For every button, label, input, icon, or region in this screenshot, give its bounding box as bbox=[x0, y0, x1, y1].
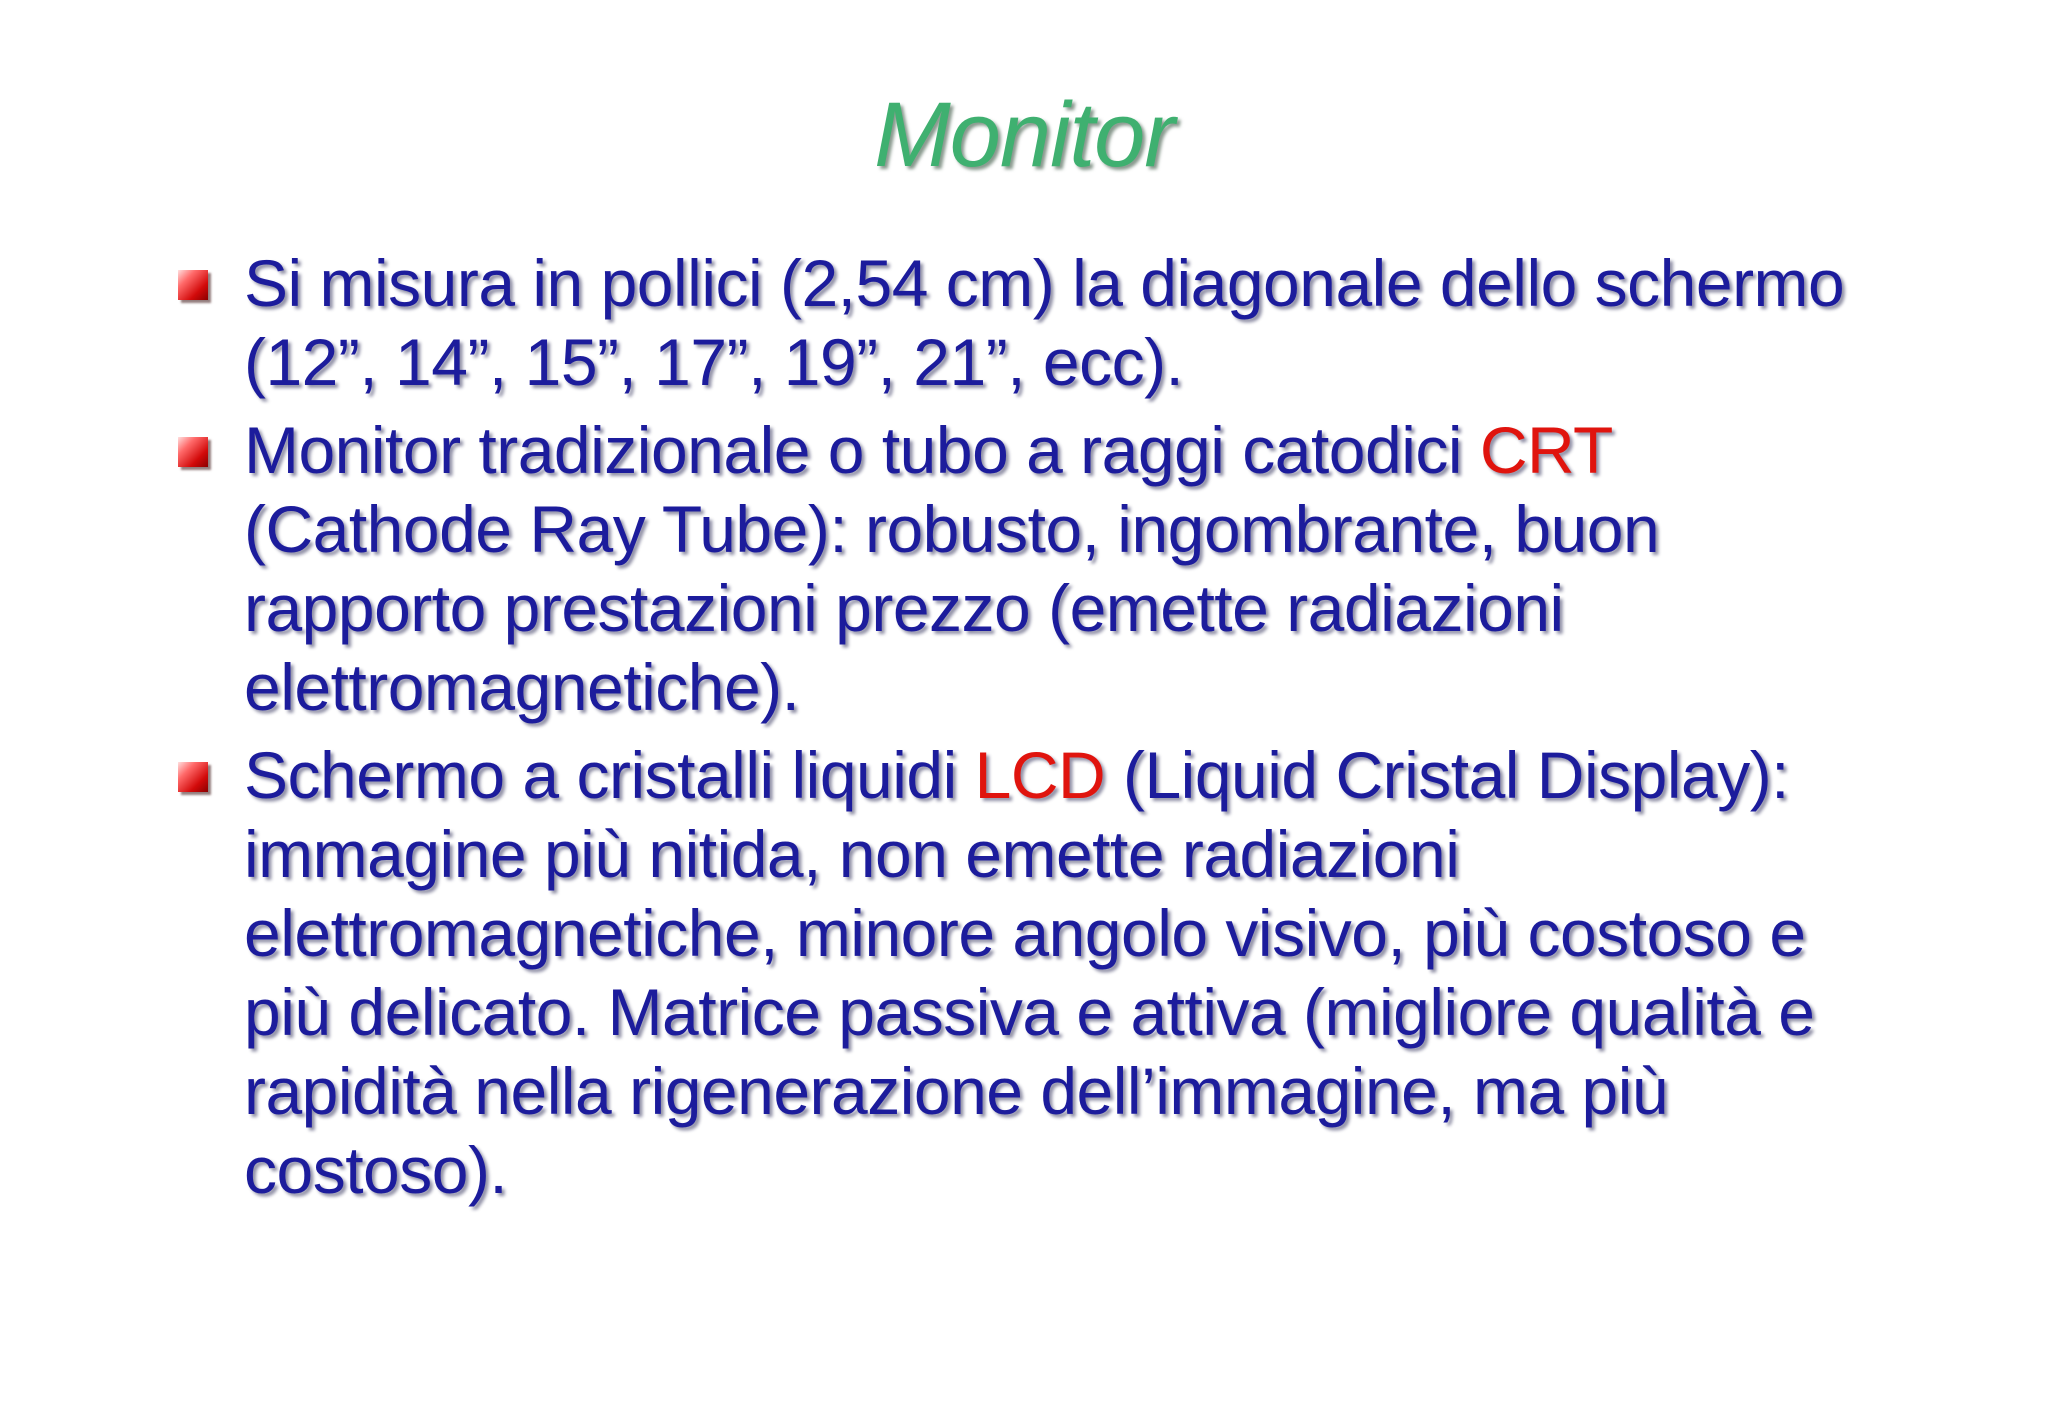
bullet-list bbox=[172, 244, 1872, 1219]
bullet-text: Si misura in pollici (2,54 cm) la diagonale dello schermo (12”, 14”, 15”, 17”, 19”, 21”, ecc). bbox=[244, 246, 1845, 399]
bullet-text: Monitor tradizionale o tubo a raggi catodici bbox=[244, 413, 1480, 487]
crt-highlight: CRT bbox=[1479, 413, 1612, 487]
bullet-text-continued: (Liquid Cristal Display): immagine più nitida, non emette radiazioni elettromagnetiche, minore angolo visivo, più costoso e più delicato. Matrice passiva e attiva (migliore qualità e rapidità nella rigenerazione dell’immagine, ma più costoso). bbox=[244, 738, 1815, 1207]
red-square-bullet-icon bbox=[178, 437, 208, 467]
bullet-item-size bbox=[172, 244, 1872, 402]
bullet-text: Schermo a cristalli liquidi bbox=[244, 738, 975, 812]
red-square-bullet-icon bbox=[178, 762, 208, 792]
slide-title: Monitor bbox=[874, 84, 1174, 186]
bullet-item-crt bbox=[172, 411, 1872, 727]
red-square-bullet-icon bbox=[178, 270, 208, 300]
lcd-highlight: LCD bbox=[974, 738, 1106, 812]
bullet-text-continued: (Cathode Ray Tube): robusto, ingombrante, buon rapporto prestazioni prezzo (emette radiazioni elettromagnetiche). bbox=[244, 492, 1660, 724]
bullet-item-lcd bbox=[172, 736, 1872, 1210]
